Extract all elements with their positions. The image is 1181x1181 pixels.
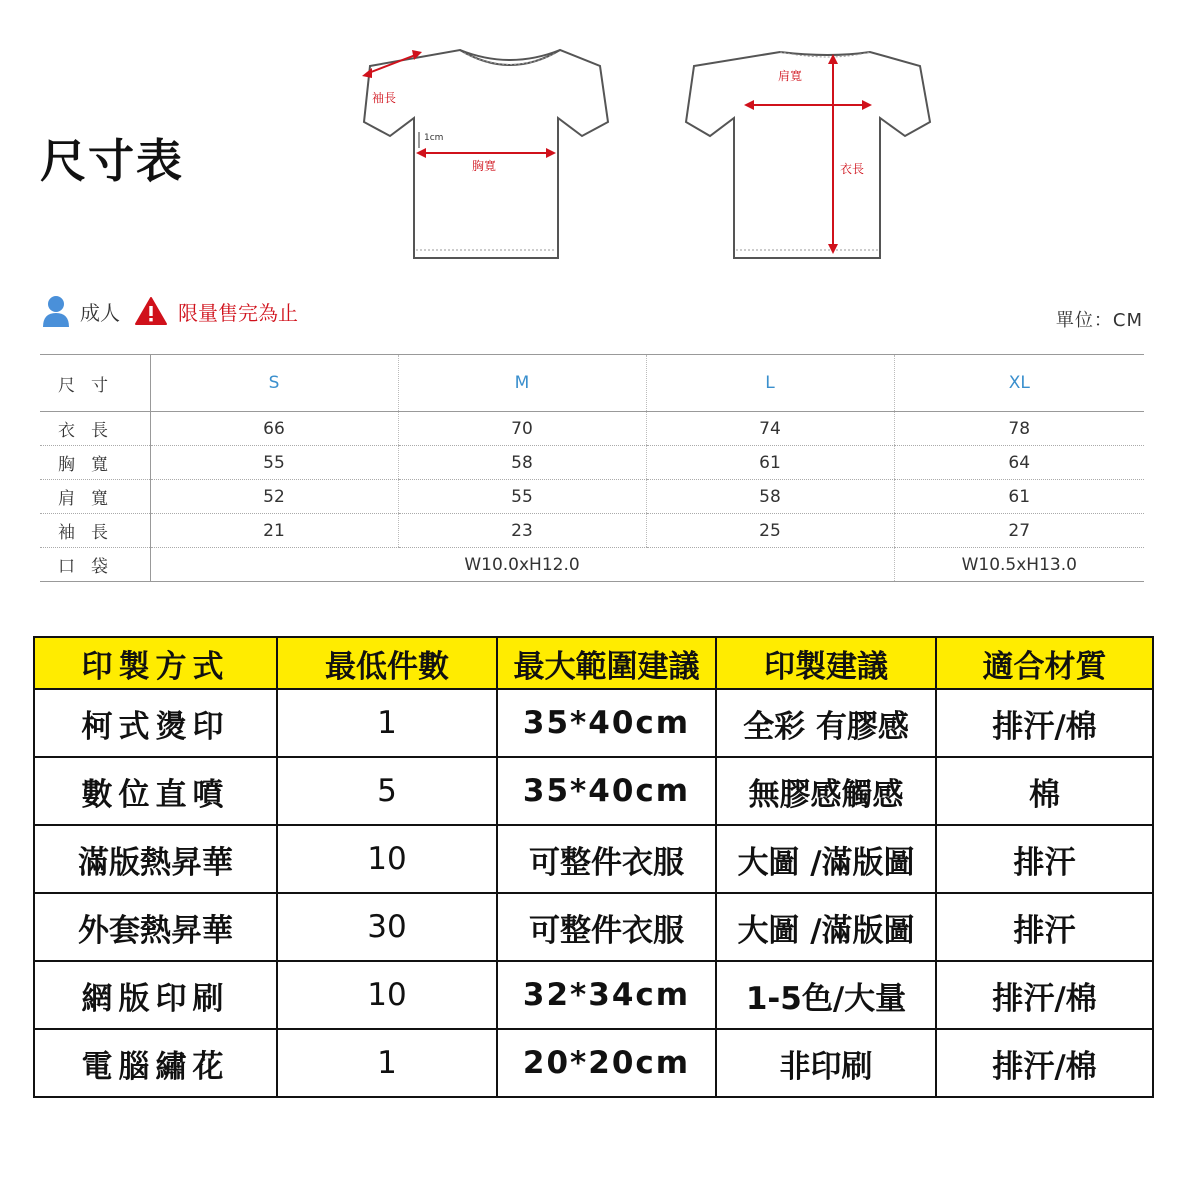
table-cell: 78 xyxy=(894,412,1144,446)
sleeve-label: 袖長 xyxy=(372,91,397,105)
method-cell: 柯式燙印 xyxy=(34,689,277,757)
size-col-header: L xyxy=(646,355,894,412)
min-qty-cell: 30 xyxy=(277,893,497,961)
length-label: 衣長 xyxy=(840,162,865,176)
table-cell: 61 xyxy=(894,480,1144,514)
method-cell: 網版印刷 xyxy=(34,961,277,1029)
range-cell: 可整件衣服 xyxy=(497,893,716,961)
table-row xyxy=(40,514,1144,548)
shirt-back-diagram xyxy=(680,40,940,265)
range-cell: 32*34cm xyxy=(497,961,716,1029)
method-cell: 電腦繡花 xyxy=(34,1029,277,1097)
one-cm-label: 1cm xyxy=(424,133,444,143)
table-cell: 55 xyxy=(398,480,646,514)
table-cell: 61 xyxy=(646,446,894,480)
row-label: 袖長 xyxy=(40,514,150,548)
min-qty-cell: 10 xyxy=(277,825,497,893)
range-cell: 35*40cm xyxy=(497,757,716,825)
table-cell: 27 xyxy=(894,514,1144,548)
row-label: 胸寬 xyxy=(40,446,150,480)
chest-label: 胸寬 xyxy=(472,159,497,173)
info-row xyxy=(42,293,298,329)
header-max-range: 最大範圍建議 xyxy=(497,637,716,689)
material-cell: 排汗/棉 xyxy=(936,689,1153,757)
pocket-small-cell: W10.0xH12.0 xyxy=(150,548,894,582)
adult-label: 成人 xyxy=(80,300,120,325)
size-col-header: M xyxy=(398,355,646,412)
size-table xyxy=(40,354,1144,582)
advice-cell: 全彩 有膠感 xyxy=(716,689,936,757)
min-qty-cell: 1 xyxy=(277,1029,497,1097)
header-method: 印製方式 xyxy=(34,637,277,689)
row-label: 肩寬 xyxy=(40,480,150,514)
table-cell: 23 xyxy=(398,514,646,548)
material-cell: 排汗/棉 xyxy=(936,961,1153,1029)
size-col-header: XL xyxy=(894,355,1144,412)
table-cell: 74 xyxy=(646,412,894,446)
table-cell: 70 xyxy=(398,412,646,446)
table-row xyxy=(40,480,1144,514)
print-header-row xyxy=(34,637,1153,689)
shoulder-label: 肩寬 xyxy=(778,69,803,83)
row-label: 口袋 xyxy=(40,548,150,582)
material-cell: 排汗 xyxy=(936,893,1153,961)
table-cell: 52 xyxy=(150,480,398,514)
row-label: 衣長 xyxy=(40,412,150,446)
advice-cell: 非印刷 xyxy=(716,1029,936,1097)
method-cell: 滿版熱昇華 xyxy=(34,825,277,893)
header-material: 適合材質 xyxy=(936,637,1153,689)
advice-cell: 大圖 /滿版圖 xyxy=(716,825,936,893)
page-title: 尺寸表 xyxy=(40,134,184,188)
header-advice: 印製建議 xyxy=(716,637,936,689)
table-row xyxy=(34,1029,1153,1097)
range-cell: 35*40cm xyxy=(497,689,716,757)
min-qty-cell: 1 xyxy=(277,689,497,757)
table-row xyxy=(34,961,1153,1029)
min-qty-cell: 10 xyxy=(277,961,497,1029)
size-col-header: S xyxy=(150,355,398,412)
header-min-qty: 最低件數 xyxy=(277,637,497,689)
min-qty-cell: 5 xyxy=(277,757,497,825)
table-cell: 21 xyxy=(150,514,398,548)
table-cell: 55 xyxy=(150,446,398,480)
table-cell: 64 xyxy=(894,446,1144,480)
table-cell: 58 xyxy=(398,446,646,480)
material-cell: 排汗/棉 xyxy=(936,1029,1153,1097)
advice-cell: 大圖 /滿版圖 xyxy=(716,893,936,961)
limited-stock-notice: 限量售完為止 xyxy=(178,300,298,325)
warning-icon xyxy=(134,296,168,326)
print-method-table xyxy=(33,636,1154,1098)
unit-label: 單位：CM xyxy=(1055,310,1143,331)
method-cell: 數位直噴 xyxy=(34,757,277,825)
table-row xyxy=(34,689,1153,757)
table-cell: 25 xyxy=(646,514,894,548)
table-cell: 58 xyxy=(646,480,894,514)
pocket-large-cell: W10.5xH13.0 xyxy=(894,548,1144,582)
advice-cell: 無膠感觸感 xyxy=(716,757,936,825)
range-cell: 20*20cm xyxy=(497,1029,716,1097)
table-cell: 66 xyxy=(150,412,398,446)
size-header-row xyxy=(40,355,1144,412)
table-row xyxy=(40,412,1144,446)
table-row-pocket xyxy=(40,548,1144,582)
table-row xyxy=(40,446,1144,480)
person-icon xyxy=(42,295,70,327)
table-row xyxy=(34,893,1153,961)
method-cell: 外套熱昇華 xyxy=(34,893,277,961)
range-cell: 可整件衣服 xyxy=(497,825,716,893)
table-row xyxy=(34,825,1153,893)
advice-cell: 1-5色/大量 xyxy=(716,961,936,1029)
size-header-label: 尺寸 xyxy=(40,355,150,412)
table-row xyxy=(34,757,1153,825)
material-cell: 排汗 xyxy=(936,825,1153,893)
shirt-front-diagram xyxy=(350,40,620,265)
material-cell: 棉 xyxy=(936,757,1153,825)
